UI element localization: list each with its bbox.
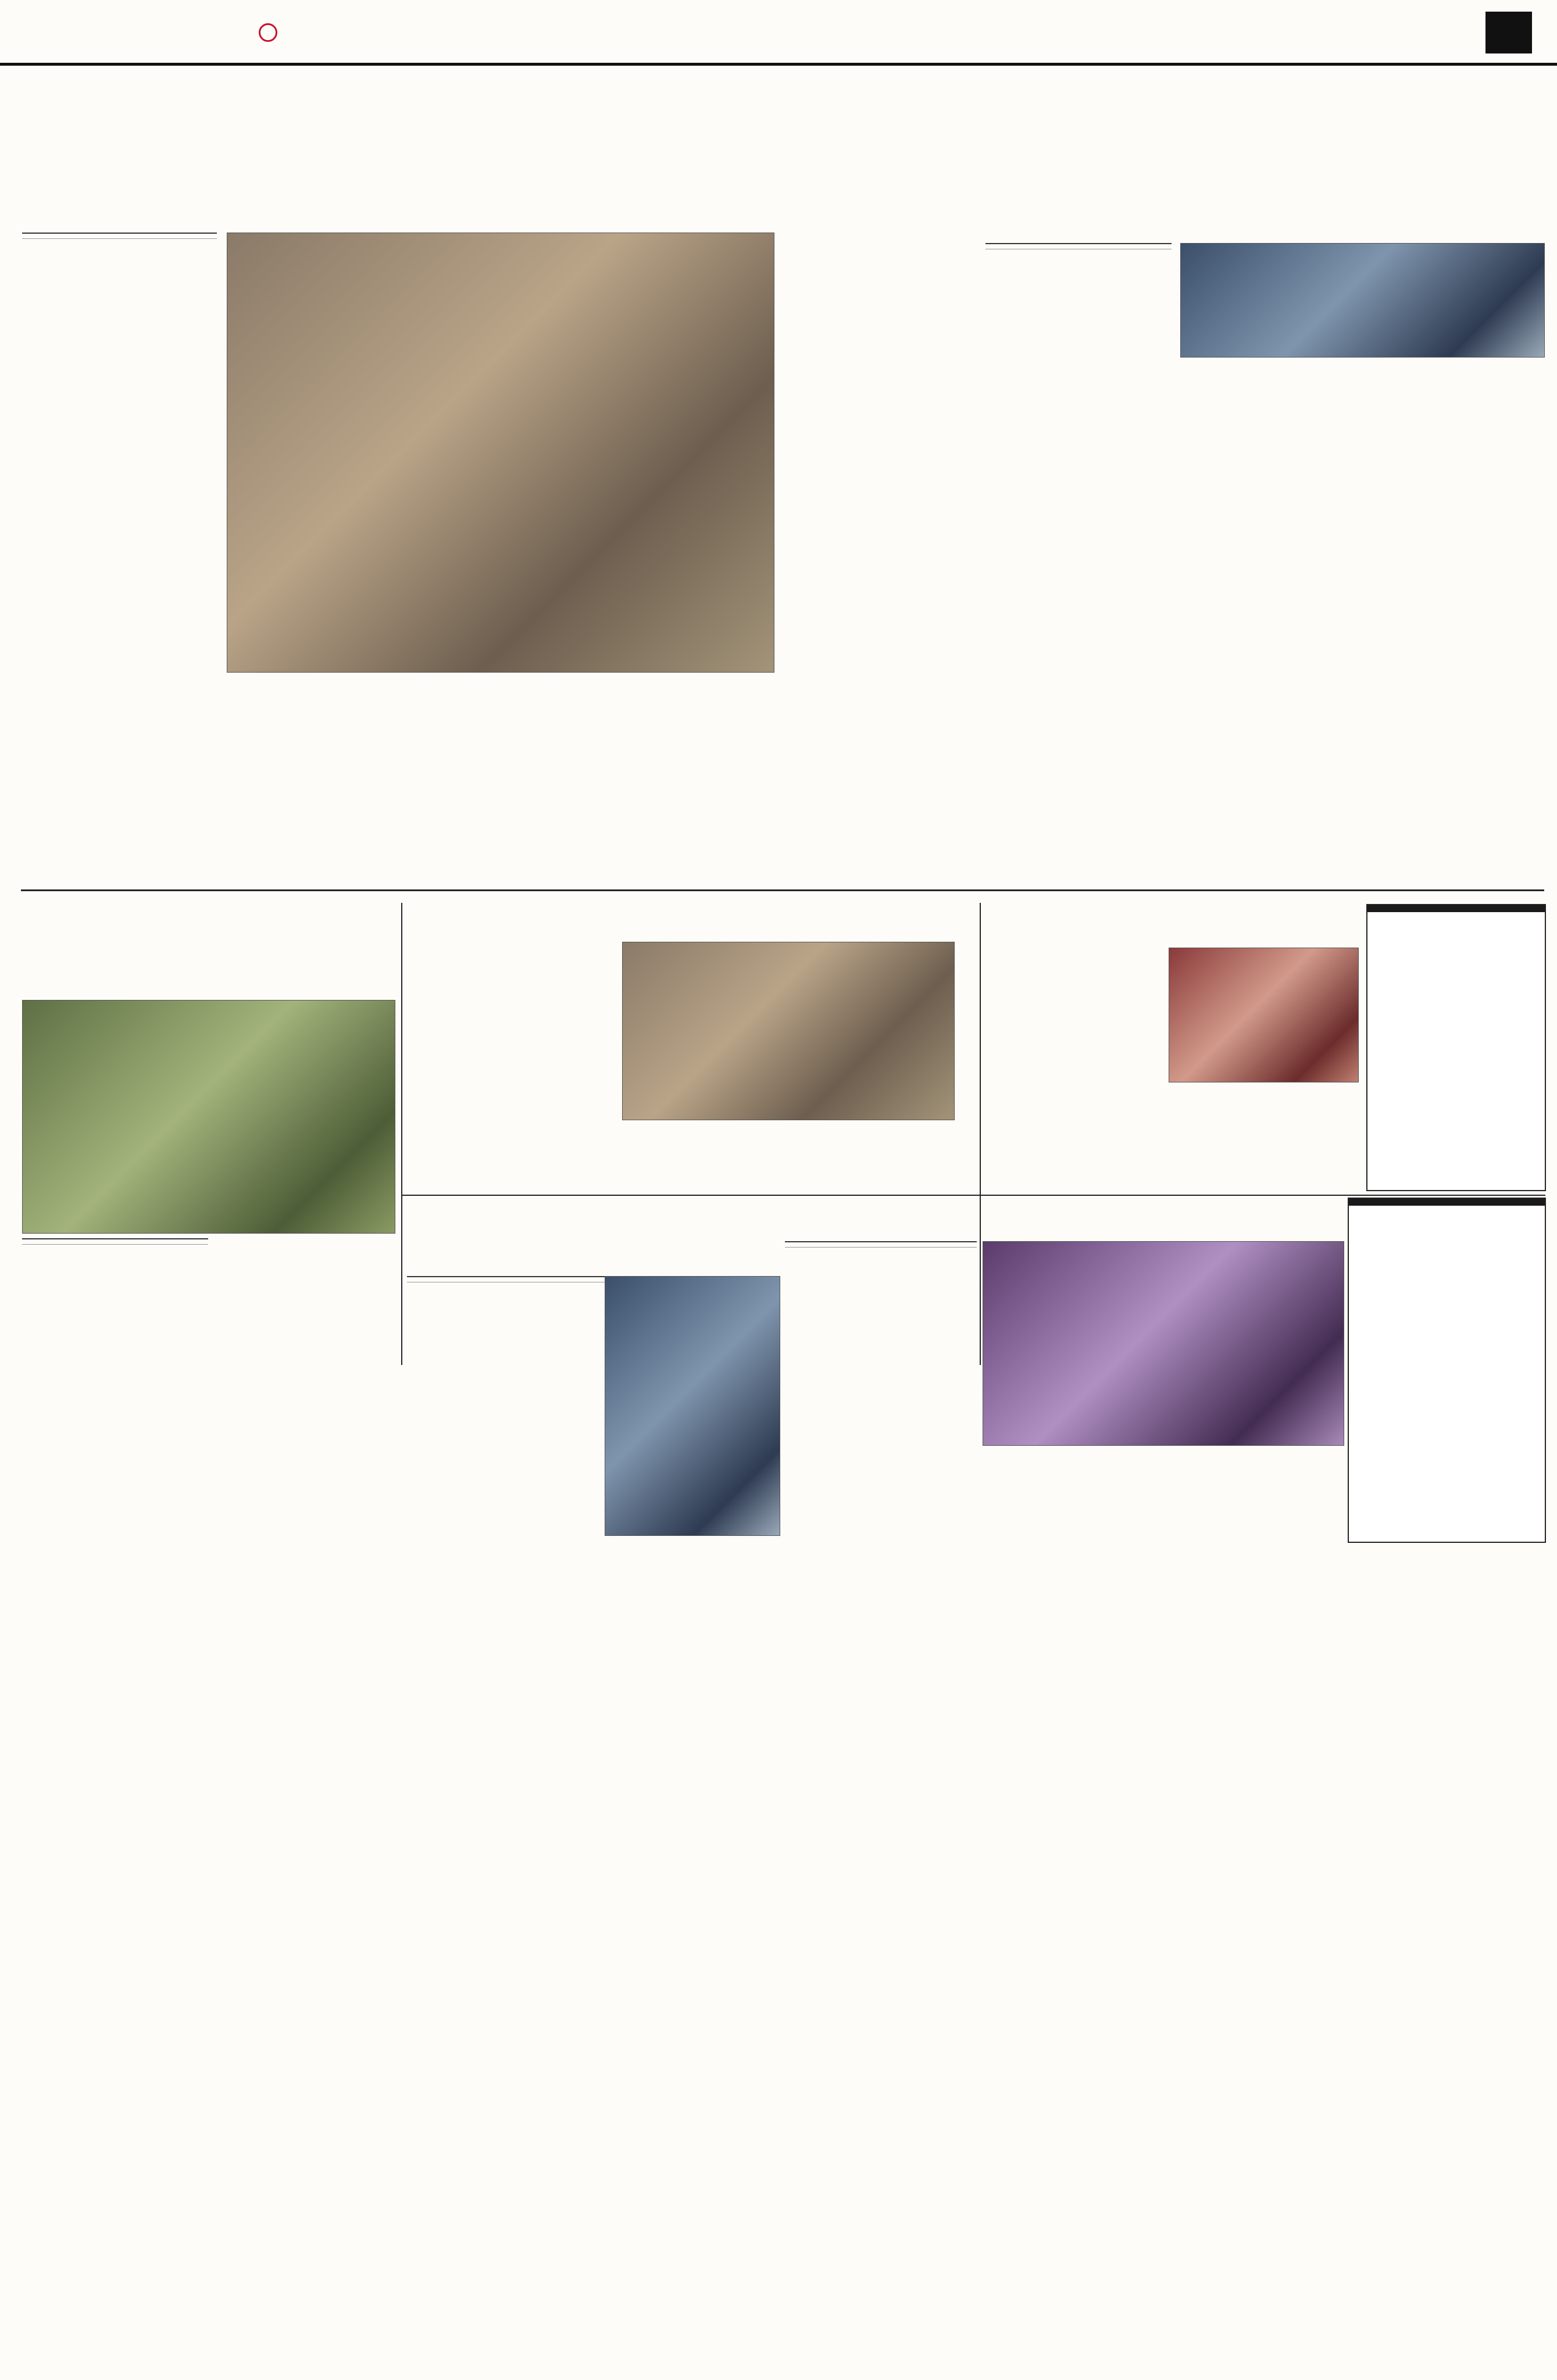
story7-photo — [983, 1241, 1344, 1446]
story2-col3 — [1363, 363, 1544, 875]
story7-byline — [785, 1241, 977, 1248]
naamantaran-top-notice — [1348, 1198, 1546, 1543]
story5-col2 — [1169, 1087, 1358, 1186]
naamantaran-top-ref — [1349, 1217, 1545, 1222]
naamantaran-top-footer — [1349, 1222, 1545, 1227]
story6-byline — [407, 1276, 616, 1282]
story1-col1 — [22, 273, 217, 884]
story2-photo — [1180, 243, 1545, 358]
story1-col2 — [227, 680, 398, 881]
story2-byline — [985, 243, 1172, 249]
story1-col5 — [782, 233, 974, 881]
story7-col1 — [785, 1282, 974, 1950]
story6-photo — [605, 1276, 780, 1536]
story5-photo — [1169, 948, 1359, 1082]
page-number — [1485, 12, 1532, 53]
naamantaran-top-heading — [1349, 1199, 1545, 1206]
divider — [980, 903, 981, 1365]
surname-notice-heading — [1367, 905, 1545, 912]
surname-notice-address — [1367, 924, 1545, 928]
naamantaran-top-applicant — [1349, 1227, 1545, 1234]
story5-col1 — [985, 948, 1160, 1186]
story6-col1 — [407, 1320, 599, 1947]
surname-notice-signature — [1367, 919, 1545, 924]
story3-col1 — [22, 1285, 208, 1482]
divider — [401, 903, 402, 1365]
masthead — [0, 0, 1557, 66]
divider — [21, 889, 1544, 891]
story3-col2 — [216, 1238, 397, 1482]
naamantaran-top-mobile — [1349, 1234, 1545, 1241]
story4-photo — [622, 942, 955, 1120]
story2-col2 — [1180, 363, 1355, 875]
story4-col2 — [622, 1125, 788, 1189]
story2-col1 — [985, 286, 1172, 876]
story1-main-photo — [227, 233, 774, 673]
story1-col3 — [410, 680, 584, 881]
divider — [401, 1195, 1545, 1196]
surname-notice-text — [1367, 912, 1545, 919]
story4-col1 — [407, 942, 613, 1186]
story4-col3-visible — [791, 1125, 977, 1189]
story1-byline — [22, 233, 217, 239]
surname-notice — [1366, 904, 1546, 1191]
naamantaran-top-text — [1349, 1210, 1545, 1217]
story3-byline — [22, 1238, 208, 1245]
story1-col4 — [596, 680, 770, 881]
globe-icon — [259, 23, 277, 42]
story3-photo — [22, 1000, 395, 1234]
naamantaran-top-subheading — [1349, 1206, 1545, 1210]
